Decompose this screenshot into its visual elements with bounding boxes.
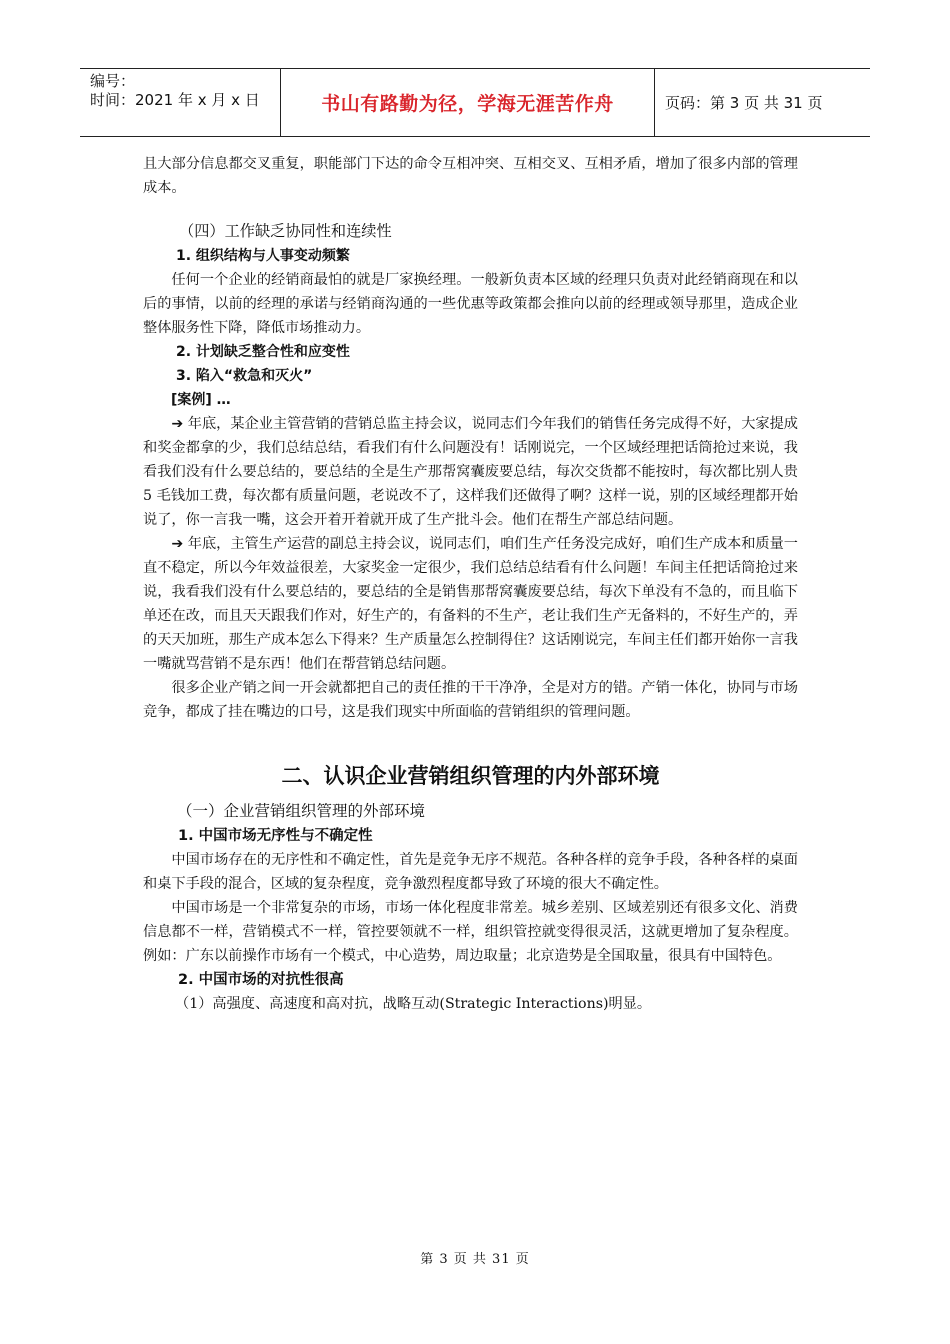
- continued-paragraph: 且大部分信息都交叉重复，职能部门下达的命令互相冲突、互相交叉、互相矛盾，增加了很多内部的管理成本。: [143, 156, 798, 196]
- page-footer: 第 3 页 共 31 页: [420, 1252, 530, 1267]
- item-heading-1: 1. 组织结构与人事变动频繁: [176, 248, 350, 264]
- paragraph: 中国市场存在的无序性和不确定性，首先是竞争无序不规范。各种各样的竞争手段，各种各样的桌面和桌下手段的混合，区域的复杂程度，竞争激烈程度都导致了环境的很大不确定性。: [143, 852, 798, 892]
- case-label: [案例] …: [171, 392, 231, 408]
- paragraph: 中国市场是一个非常复杂的市场，市场一体化程度非常差。城乡差别、区域差别还有很多文化、消费信息都不一样，营销模式不一样，管控要领就不一样，组织管控就变得很灵活，这就更增加了复杂程度。例如：广东以前操作市场有一个模式，中心造势，周边取量；北京造势是全国取量，很具有中国特色。: [143, 900, 798, 964]
- doc-time-label: 时间：2021 年 x 月 x 日: [90, 91, 260, 109]
- page-header: [80, 68, 870, 137]
- case-paragraph-2: [143, 532, 798, 676]
- section-heading: （一）企业营销组织管理的外部环境: [177, 802, 426, 820]
- arrow-icon: ➔: [171, 416, 184, 432]
- case-text-1: 年底，某企业主管营销的营销总监主持会议，说同志们今年我们的销售任务完成得不好，大家提成和奖金都拿的少，我们总结总结，看我们有什么问题没有！话刚说完，一个区域经理把话筒抢过来说，我看我们没有什么要总结的，要总结的全是生产那帮窝囊废要总结，每次交货都不能按时，每次都比别人贵 5 毛钱加工费，每次都有质量问题，老说改不了，这样我们还做得了啊？这样一说，别的区域经理都开始说了，你一言我一嘴，这会开着开着就开成了生产批斗会。他们在帮生产部总结问题。: [143, 416, 798, 528]
- document-body: [143, 152, 798, 1016]
- paragraph: 任何一个企业的经销商最怕的就是厂家换经理。一般新负责本区域的经理只负责对此经销商现在和以后的事情，以前的经理的承诺与经销商沟通的一些优惠等政策都会推向以前的经理或领导那里，造成企业整体服务性下降，降低市场推动力。: [143, 272, 798, 336]
- case-text-2: 年底，主管生产运营的副总主持会议，说同志们，咱们生产任务没完成好，咱们生产成本和质量一直不稳定，所以今年效益很差，大家奖金一定很少，我们总结总结看有什么问题！车间主任把话筒抢过来说，我看我们没有什么要总结的，要总结的全是销售那帮窝囊废要总结，每次下单没有不急的，而且临下单还在改，而且天天跟我们作对，好生产的，有备料的不生产，老让我们生产无备料的，不好生产的，弄的天天加班，那生产成本怎么下得来？生产质量怎么控制得住？这话刚说完，车间主任们都开始你一言我一嘴就骂营销不是东西！他们在帮营销总结问题。: [143, 536, 798, 672]
- list-paragraph: （1）高强度、高速度和高对抗，战略互动(Strategic Interactions)明显。: [175, 996, 652, 1012]
- header-motto: 书山有路勤为径，学海无涯苦作舟: [280, 69, 655, 136]
- subsection-heading-2: 2. 中国市场的对抗性很高: [178, 972, 344, 988]
- section-heading: （四）工作缺乏协同性和连续性: [179, 222, 392, 240]
- item-heading-3: 3. 陷入“救急和灭火”: [176, 368, 313, 384]
- paragraph: 很多企业产销之间一开会就都把自己的责任推的干干净净，全是对方的错。产销一体化，协同与市场竞争，都成了挂在嘴边的口号，这是我们现实中所面临的营销组织的管理问题。: [143, 680, 798, 720]
- doc-code-label: 编号：: [90, 72, 136, 90]
- chapter-heading: 二、认识企业营销组织管理的内外部环境: [281, 764, 660, 788]
- header-page-number: 页码：第 3 页 共 31 页: [665, 94, 823, 112]
- header-meta: [80, 69, 280, 136]
- item-heading-2: 2. 计划缺乏整合性和应变性: [176, 344, 350, 360]
- subsection-heading-1: 1. 中国市场无序性与不确定性: [178, 828, 373, 844]
- arrow-icon: ➔: [171, 536, 184, 552]
- case-paragraph-1: [143, 412, 798, 532]
